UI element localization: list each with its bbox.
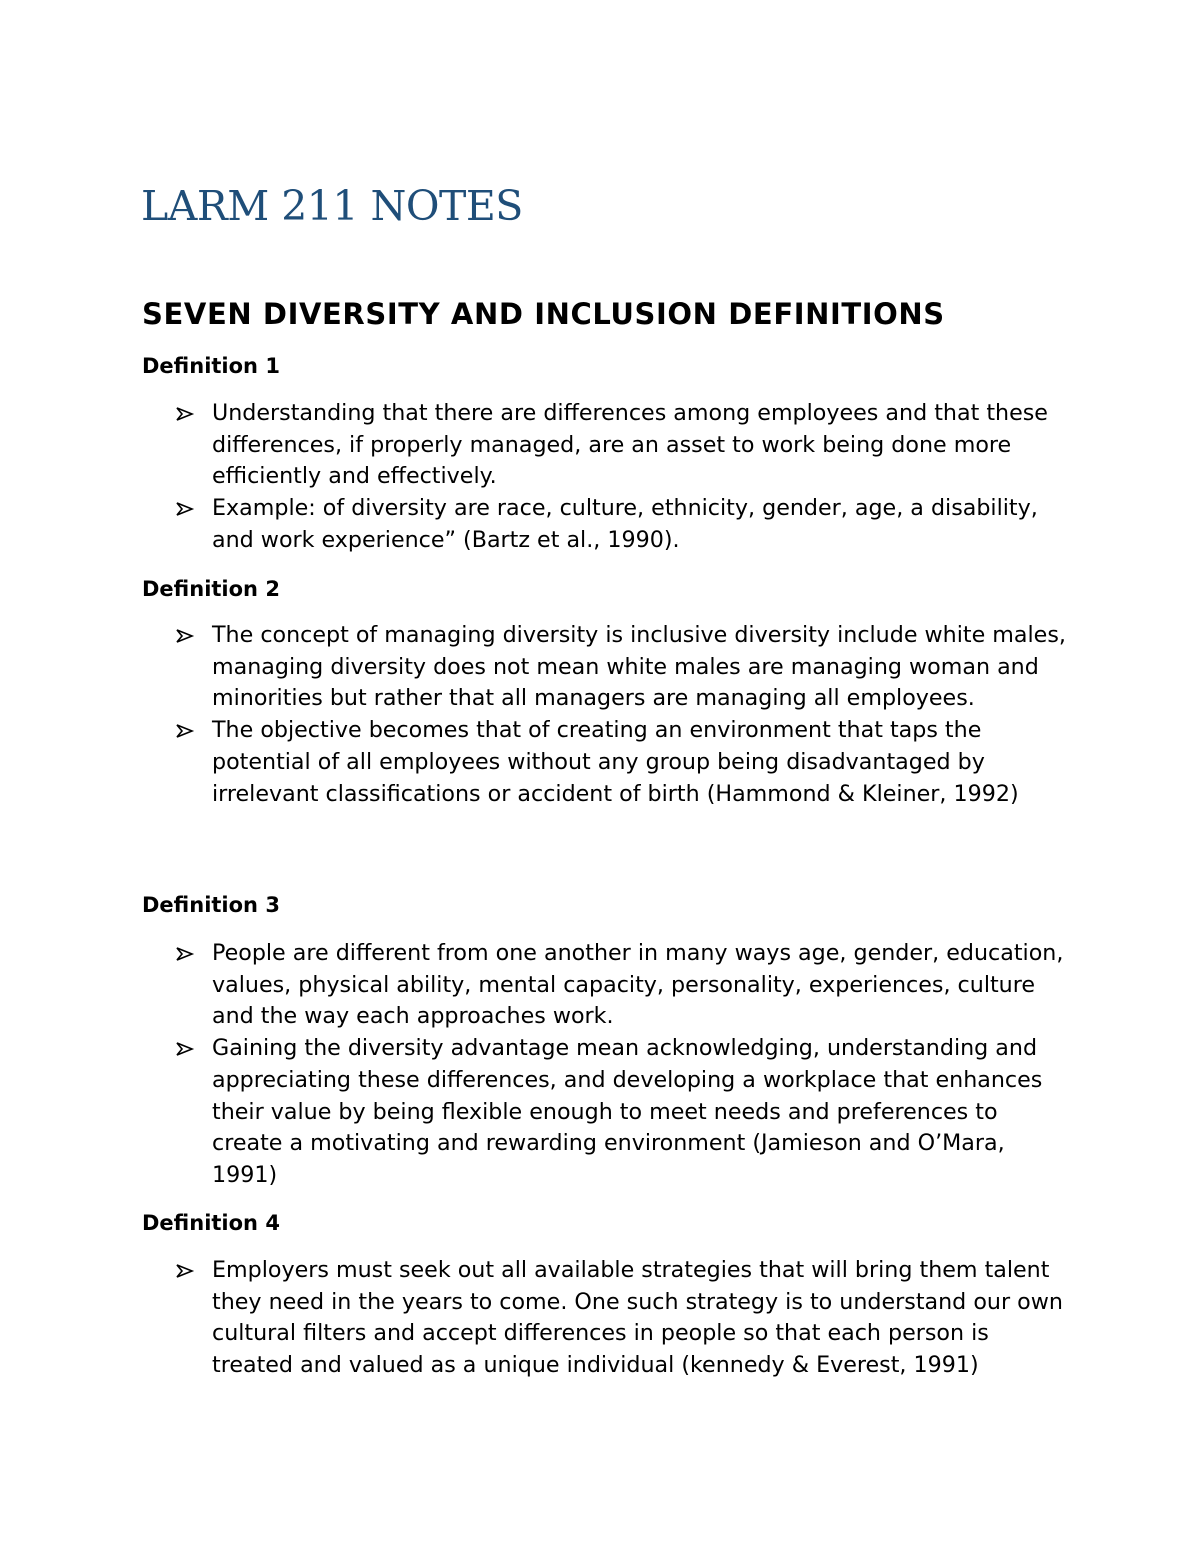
definition-heading: Definition 4 bbox=[142, 1211, 280, 1235]
arrowhead-bullet-icon bbox=[175, 1264, 195, 1278]
arrowhead-bullet-icon bbox=[175, 629, 195, 643]
bullet-item bbox=[175, 938, 1075, 1033]
definition-heading: Definition 3 bbox=[142, 893, 280, 917]
arrowhead-bullet-icon bbox=[175, 724, 195, 738]
arrowhead-bullet-icon bbox=[175, 407, 195, 421]
bullet-item bbox=[175, 398, 1075, 493]
definition-heading: Definition 2 bbox=[142, 577, 280, 601]
bullet-item bbox=[175, 493, 1075, 556]
definition-heading: Definition 1 bbox=[142, 354, 280, 378]
bullet-item bbox=[175, 620, 1075, 715]
bullet-list bbox=[175, 938, 1075, 1192]
arrowhead-bullet-icon bbox=[175, 502, 195, 516]
section-heading: SEVEN DIVERSITY AND INCLUSION DEFINITIONS bbox=[142, 297, 945, 331]
bullet-list bbox=[175, 398, 1075, 557]
bullet-item bbox=[175, 1255, 1075, 1382]
bullet-text: Understanding that there are differences among employees and that these differences, if properly managed, are an asset to work being done more efficiently and effectively. bbox=[212, 400, 1048, 490]
bullet-text: People are different from one another in many ways age, gender, education, values, physical ability, mental capacity, personality, experiences, culture and the way each approaches work. bbox=[212, 940, 1064, 1030]
bullet-text: Gaining the diversity advantage mean acknowledging, understanding and appreciating these differences, and developing a workplace that enhances their value by being flexible enough to meet needs and preferences to create a motivating and rewarding environment (Jamieson and O’Mara, 1991) bbox=[212, 1035, 1043, 1188]
bullet-text: Employers must seek out all available strategies that will bring them talent they need in the years to come. One such strategy is to understand our own cultural filters and accept differences in people so that each person is treated and valued as a unique individual (kennedy & Everest, 1991) bbox=[212, 1257, 1063, 1379]
bullet-item bbox=[175, 715, 1075, 810]
bullet-list bbox=[175, 620, 1075, 810]
bullet-item bbox=[175, 1033, 1075, 1192]
arrowhead-bullet-icon bbox=[175, 1042, 195, 1056]
bullet-text: The objective becomes that of creating an environment that taps the potential of all employees without any group being disadvantaged by irrelevant classifications or accident of birth (Hammond & Kleiner, 1992) bbox=[212, 717, 1019, 807]
page-title: LARM 211 NOTES bbox=[141, 182, 523, 230]
bullet-text: Example: of diversity are race, culture, ethnicity, gender, age, a disability, and work experience” (Bartz et al., 1990). bbox=[212, 495, 1038, 553]
arrowhead-bullet-icon bbox=[175, 947, 195, 961]
bullet-list bbox=[175, 1255, 1075, 1382]
bullet-text: The concept of managing diversity is inclusive diversity include white males, managing diversity does not mean white males are managing woman and minorities but rather that all managers are managing all employees. bbox=[212, 622, 1066, 712]
